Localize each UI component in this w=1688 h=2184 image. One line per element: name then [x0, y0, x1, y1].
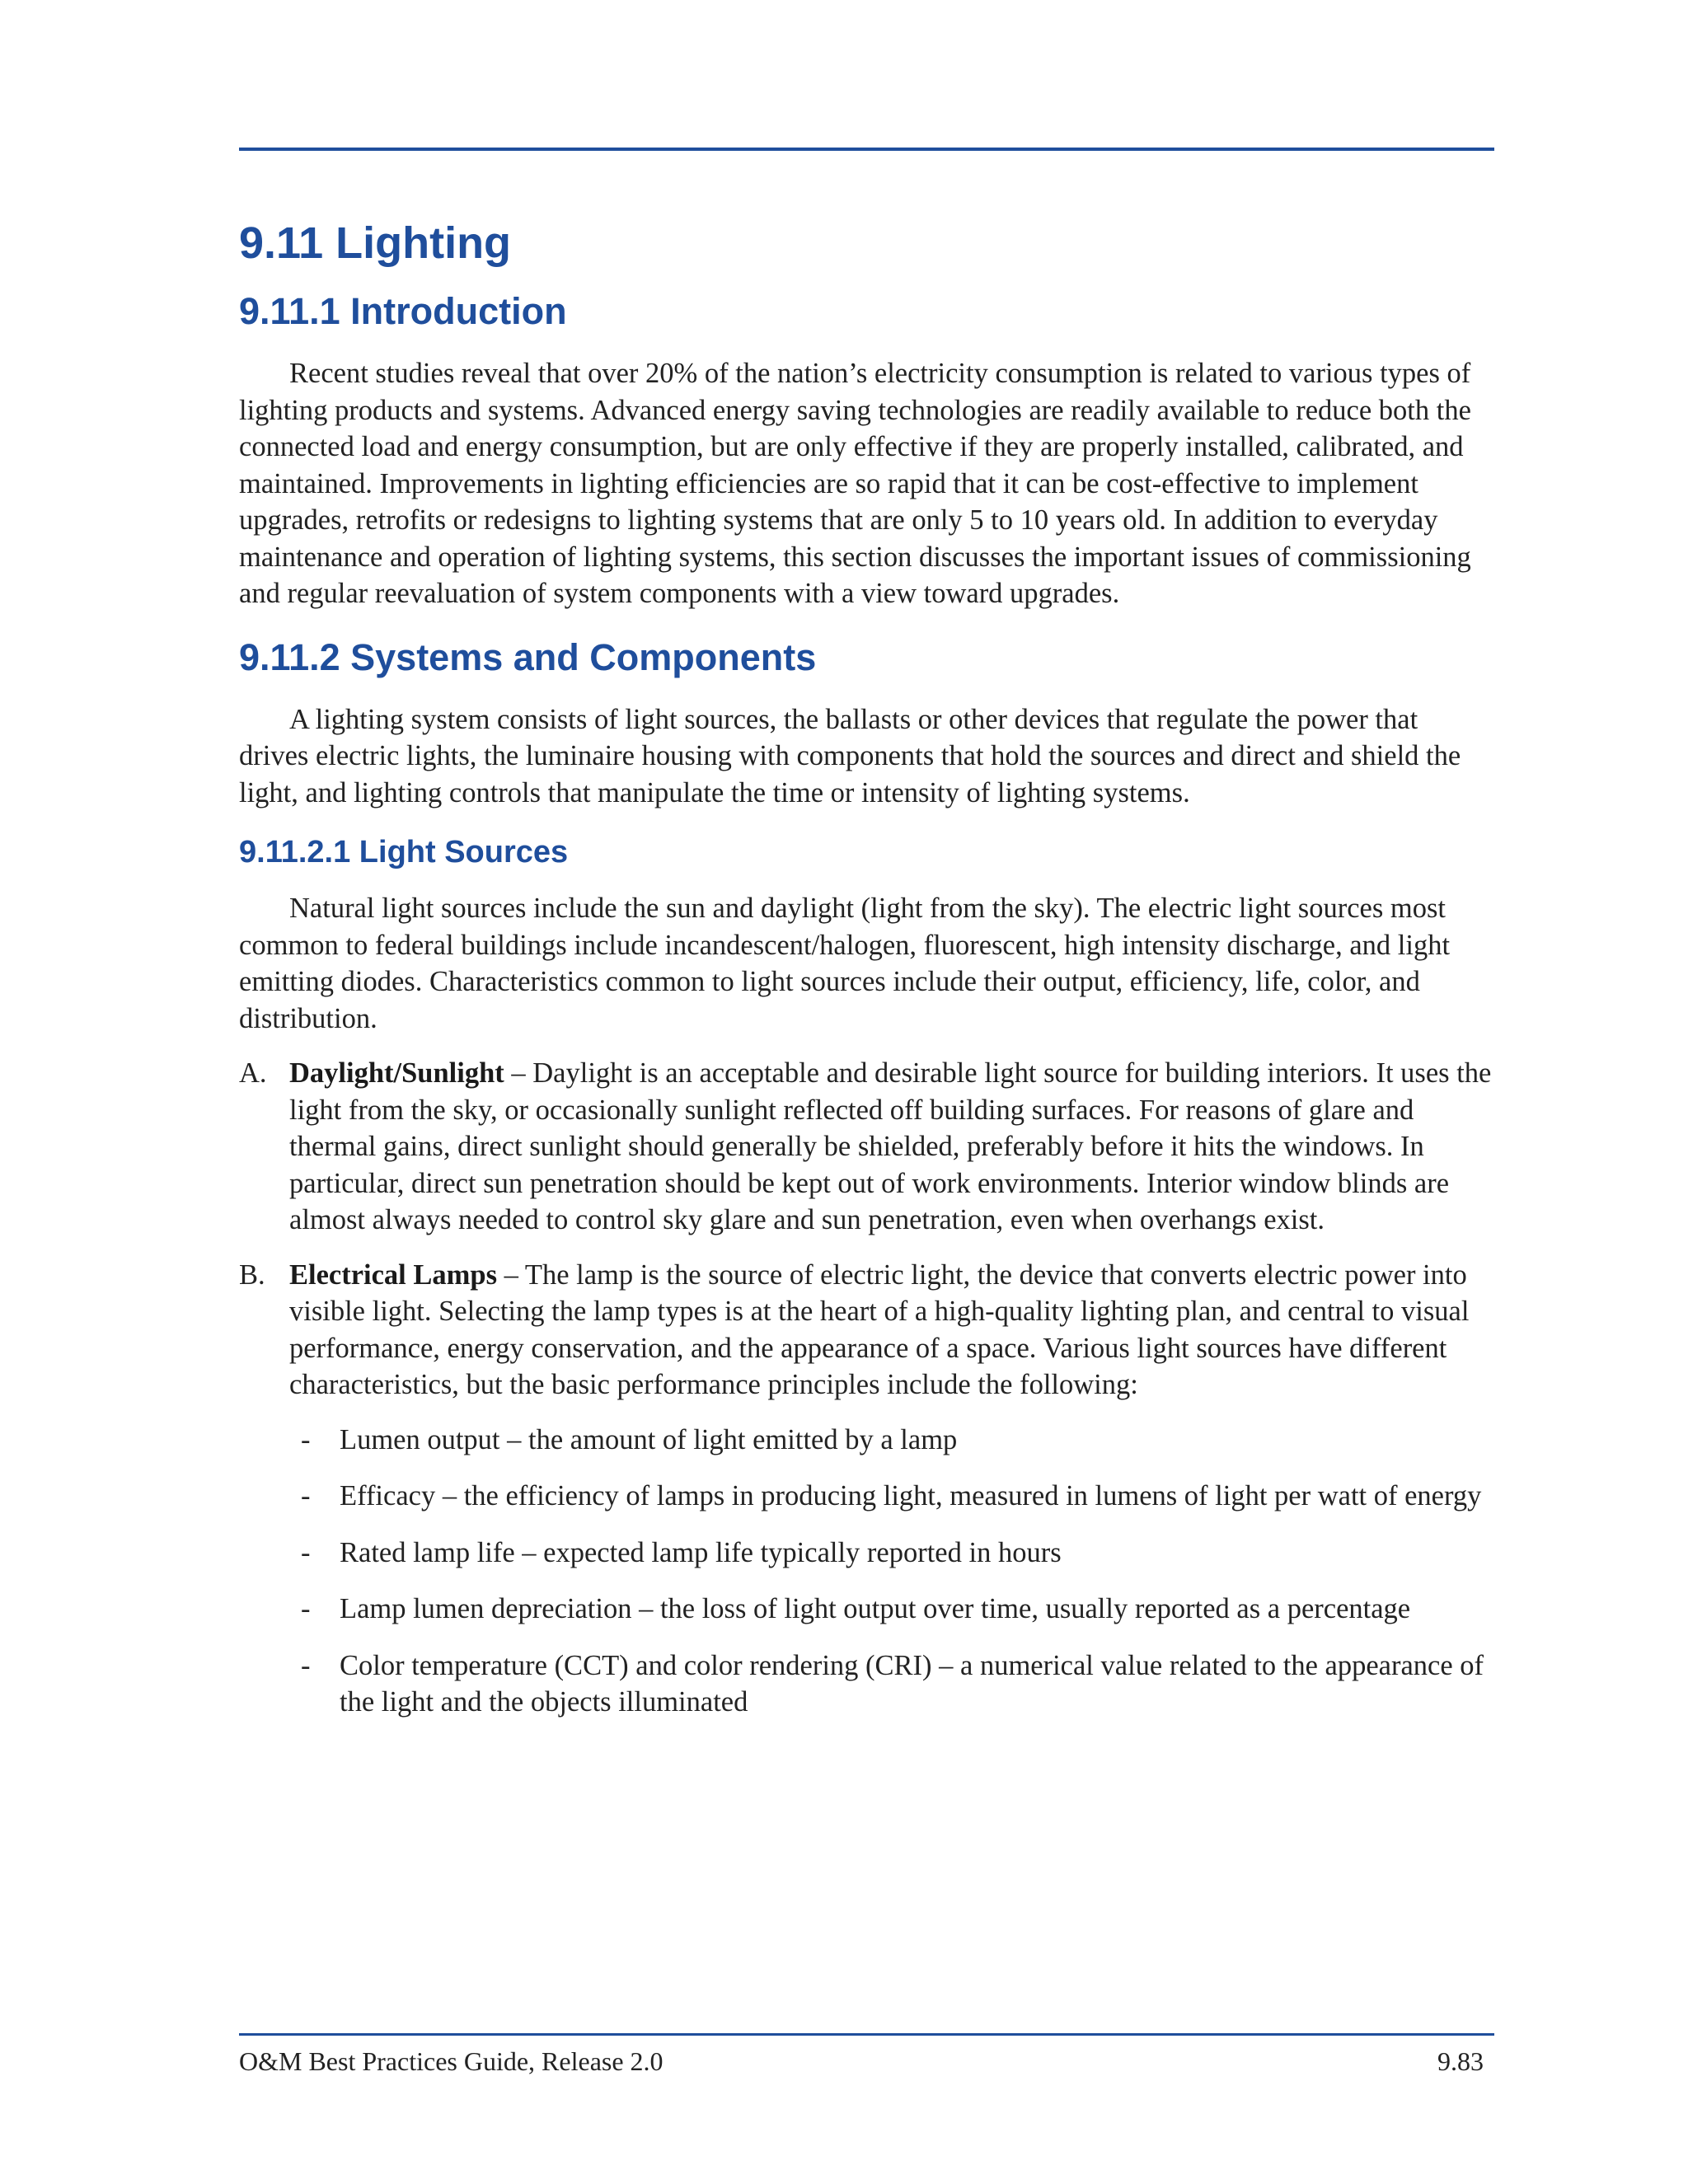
- list-item-text: Lamp lumen depreciation – the loss of light output over time, usually reported as a percentage: [340, 1593, 1411, 1624]
- list-item-text: Efficacy – the efficiency of lamps in producing light, measured in lumens of light per watt of energy: [340, 1480, 1482, 1511]
- list-item-term: Daylight/Sunlight: [289, 1057, 504, 1089]
- footer-rule: [239, 2033, 1494, 2036]
- dash-marker: -: [301, 1649, 311, 1681]
- list-item-electrical-lamps: [239, 1257, 1494, 1721]
- dash-marker: -: [301, 1480, 311, 1511]
- list-marker: B.: [239, 1258, 265, 1291]
- introduction-heading: 9.11.1 Introduction: [239, 290, 567, 332]
- list-item-daylight: [239, 1055, 1494, 1239]
- list-item: [289, 1478, 1494, 1515]
- list-item: [289, 1422, 1494, 1459]
- list-item-text: – Daylight is an acceptable and desirable light source for building interiors. It uses the light from the sky, or occasionally sunlight reflected off building surfaces. For reasons of glare and thermal gains, direct sunlight should generally be shielded, preferably before it hits the windows. In particular, direct sun penetration should be kept out of work environments. Interior window blinds are almost always needed to control sky glare and sun penetration, even when overhangs exist.: [289, 1057, 1492, 1235]
- systems-paragraph: A lighting system consists of light sources, the ballasts or other devices that regulate the power that drives electric lights, the luminaire housing with components that hold the sources and direct and shield the light, and lighting controls that manipulate the time or intensity of lighting systems.: [239, 703, 1461, 808]
- performance-principles-list: [289, 1422, 1494, 1721]
- systems-heading: 9.11.2 Systems and Components: [239, 635, 817, 678]
- header-rule: [239, 148, 1494, 151]
- section-title: 9.11 Lighting: [239, 218, 512, 268]
- light-sources-heading: 9.11.2.1 Light Sources: [239, 835, 569, 869]
- page-content: [239, 210, 1494, 1741]
- list-item-text: – The lamp is the source of electric light, the device that converts electric power into visible light. Selecting the lamp types is at the heart of a high-quality lighting plan, and central to visual performance, energy conservation, and the appearance of a space. Various light sources have different characteristics, but the basic performance principles include the following:: [289, 1258, 1470, 1400]
- list-item: [289, 1591, 1494, 1628]
- list-item-text: Lumen output – the amount of light emitted by a lamp: [340, 1423, 958, 1455]
- light-source-list: [239, 1055, 1494, 1721]
- list-item-text: Rated lamp life – expected lamp life typically reported in hours: [340, 1536, 1062, 1568]
- list-item-text: Color temperature (CCT) and color rendering (CRI) – a numerical value related to the appearance of the light and the objects illuminated: [340, 1649, 1484, 1718]
- page-number: 9.83: [1437, 2046, 1484, 2076]
- list-marker: A.: [239, 1057, 267, 1089]
- introduction-paragraph: Recent studies reveal that over 20% of the nation’s electricity consumption is related to various types of lighting products and systems. Advanced energy saving technologies are readily available to reduce both the connected load and energy consumption, but are only effective if they are properly installed, calibrated, and maintained. Improvements in lighting efficiencies are so rapid that it can be cost-effective to implement upgrades, retrofits or redesigns to lighting systems that are only 5 to 10 years old. In addition to everyday maintenance and operation of lighting systems, this section discusses the important issues of commissioning and regular reevaluation of system components with a view toward upgrades.: [239, 358, 1471, 609]
- dash-marker: -: [301, 1536, 311, 1568]
- list-item: [289, 1647, 1494, 1721]
- footer-title: O&M Best Practices Guide, Release 2.0: [239, 2046, 663, 2076]
- light-sources-paragraph: Natural light sources include the sun and daylight (light from the sky). The electric light sources most common to federal buildings include incandescent/halogen, fluorescent, high intensity discharge, and light emitting diodes. Characteristics common to light sources include their output, efficiency, life, color, and distribution.: [239, 893, 1451, 1034]
- list-item-term: Electrical Lamps: [289, 1258, 497, 1291]
- dash-marker: -: [301, 1423, 311, 1455]
- dash-marker: -: [301, 1593, 311, 1624]
- list-item: [289, 1535, 1494, 1572]
